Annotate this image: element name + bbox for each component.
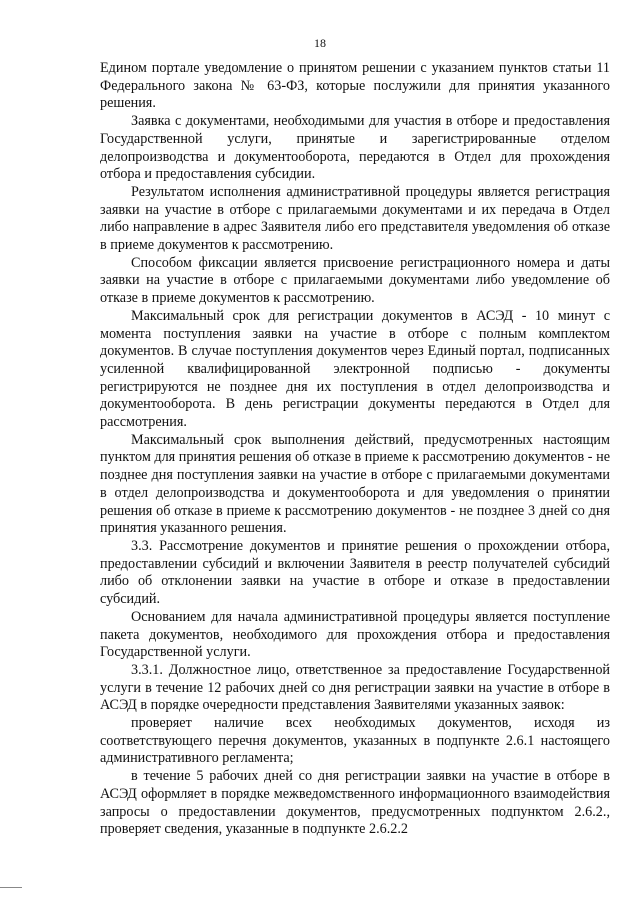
paragraph: Способом фиксации является присвоение регистрационного номера и даты заявки на участие в отборе с прилагаемыми документами либо уведомление об отказе в приеме документов к рассмотрению. <box>100 254 610 307</box>
paragraph: Максимальный срок для регистрации документов в АСЭД - 10 минут с момента поступления заявки на участие в отборе с полным комплектом документов. В случае поступления документов через Единый портал, подписанных усиленной квалифицированной электронной подписью - документы регистрируются не позднее дня их поступления в отдел делопроизводства и документооборота. В день регистрации документы передаются в Отдел для рассмотрения. <box>100 307 610 431</box>
paragraph: Основанием для начала административной процедуры является поступление пакета документов, необходимого для прохождения отбора и предоставления Государственной услуги. <box>100 608 610 661</box>
subsection-paragraph: 3.3.1. Должностное лицо, ответственное за предоставление Государственной услуги в течение 12 рабочих дней со дня регистрации заявки на участие в отборе в АСЭД в порядке очередности представления Заявителями указанных заявок: <box>100 661 610 714</box>
document-body <box>100 60 610 839</box>
page-number: 18 <box>314 36 326 50</box>
paragraph: Заявка с документами, необходимыми для участия в отборе и предоставления Государственной услуги, принятые и зарегистрированные отделом делопроизводства и документооборота, передаются в Отдел для прохождения отбора и предоставления субсидии. <box>100 113 610 183</box>
paragraph: Максимальный срок выполнения действий, предусмотренных настоящим пунктом для принятия решения об отказе в приеме к рассмотрению документов - не позднее дня поступления заявки на участие в отборе с прилагаемыми документами в отдел делопроизводства и документооборота и для уведомления о принятии решения об отказе в приеме к рассмотрению документов - не позднее 3 дней со дня принятия указанного решения. <box>100 431 610 537</box>
list-item: в течение 5 рабочих дней со дня регистрации заявки на участие в отборе в АСЭД оформляет в порядке межведомственного информационного взаимодействия запросы о предоставлении документов, предусмотренных подпунктом 2.6.2., проверяет сведения, указанные в подпункте 2.6.2.2 <box>100 768 610 838</box>
paragraph: Едином портале уведомление о принятом решении с указанием пунктов статьи 11 Федерального закона № 63-ФЗ, которые послужили для принятия указанного решения. <box>100 60 610 112</box>
section-heading-paragraph: 3.3. Рассмотрение документов и принятие решения о прохождении отбора, предоставлении субсидий и включении Заявителя в реестр получателей субсидий либо об отклонении заявки на участие в отборе и отказе в предоставлении субсидий. <box>100 537 610 608</box>
scan-edge-mark <box>0 887 22 888</box>
list-item: проверяет наличие всех необходимых документов, исходя из соответствующего перечня документов, указанных в подпункте 2.6.1 настоящего административного регламента; <box>100 715 610 767</box>
paragraph: Результатом исполнения административной процедуры является регистрация заявки на участие в отборе с прилагаемыми документами и их передача в Отдел либо направление в адрес Заявителя либо его представителя уведомления об отказе в приеме документов к рассмотрению. <box>100 183 610 254</box>
